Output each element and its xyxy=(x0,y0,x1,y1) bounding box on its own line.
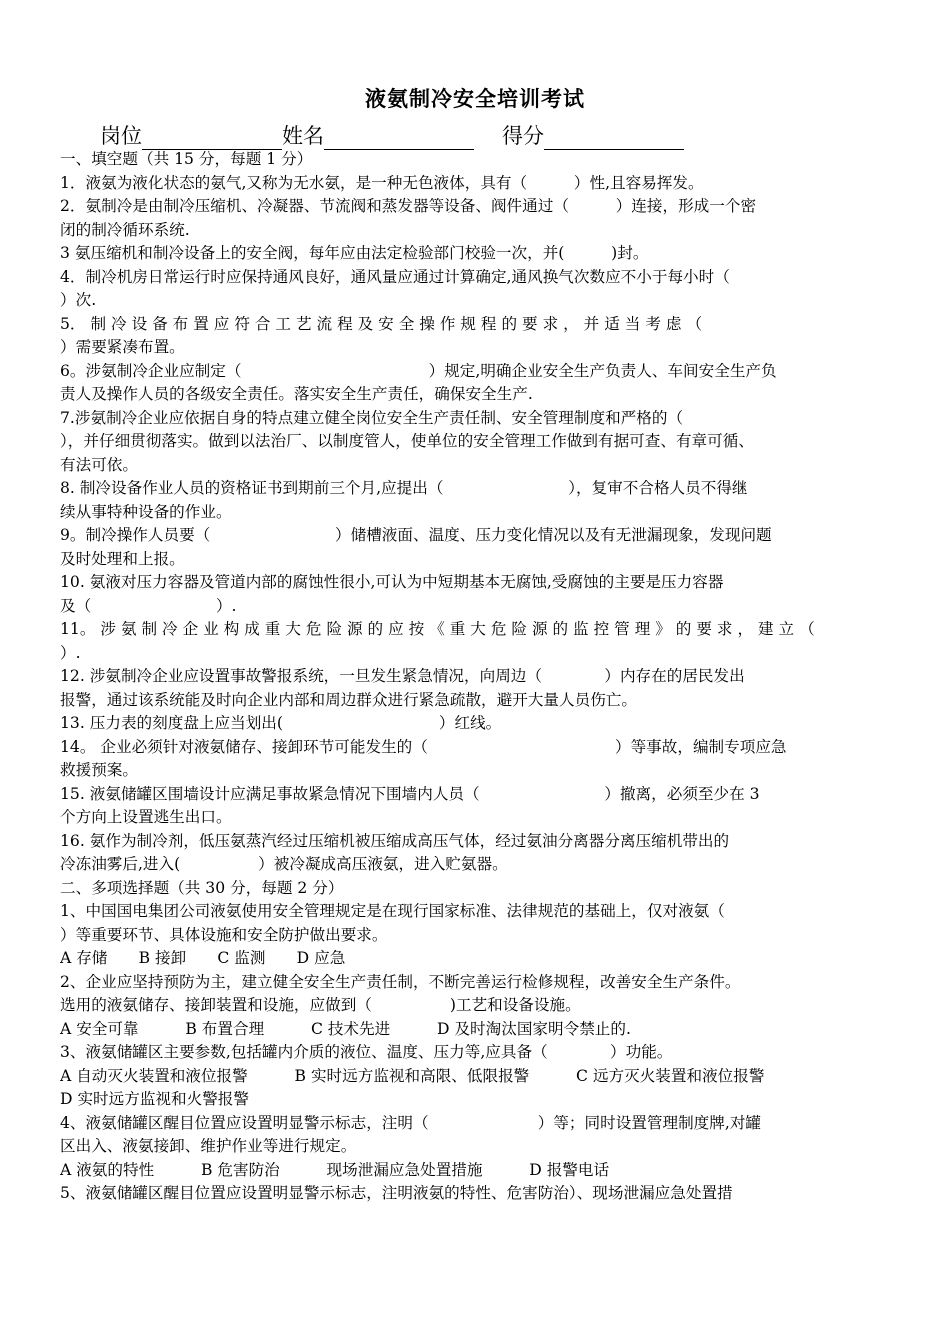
post-label: 岗位 xyxy=(100,124,142,148)
question-line: ）等重要环节、具体设施和安全防护做出要求。 xyxy=(60,925,388,944)
question-line: 救援预案。 xyxy=(60,761,138,779)
question-line: 14。 企业必须针对液氨储存、接卸环节可能发生的（ ）等事故，编制专项应急 xyxy=(60,737,787,756)
question-line: ）次. xyxy=(60,291,97,309)
question-line: 冷冻油雾后,进入( ）被冷凝成高压液氨，进入贮氨器。 xyxy=(60,855,508,873)
question-line: 8. 制冷设备作业人员的资格证书到期前三个月,应提出（ ），复审不合格人员不得继 xyxy=(60,479,748,497)
question-line: ）需要紧凑布置。 xyxy=(60,338,185,356)
option-line: A 存储 B 接卸 C 监测 D 应急 xyxy=(60,949,346,967)
section-heading: 一、填空题（共 15 分，每题 1 分） xyxy=(60,150,313,168)
exam-body xyxy=(60,148,900,1206)
question-line: 5、液氨储罐区醒目位置应设置明显警示标志，注明液氨的特性、危害防治）、现场泄漏应急处置措 xyxy=(60,1184,733,1202)
option-line: A 液氨的特性 B 危害防治 现场泄漏应急处置措施 D 报警电话 xyxy=(60,1160,610,1179)
question-line: 责人及操作人员的各级安全责任。落实安全生产责任，确保安全生产. xyxy=(60,385,533,403)
question-line: 10. 氨液对压力容器及管道内部的腐蚀性很小,可认为中短期基本无腐蚀,受腐蚀的主要是压力容器 xyxy=(60,573,724,591)
question-line: 2、企业应坚持预防为主，建立健全安全生产责任制，不断完善运行检修规程，改善安全生产条件。 xyxy=(60,972,741,991)
option-line: D 实时远方监视和火警报警 xyxy=(60,1090,249,1108)
question-line: 1．液氨为液化状态的氨气,又称为无水氨，是一种无色液体，具有（ ）性,且容易挥发。 xyxy=(60,173,704,192)
question-line: 个方向上设置逃生出口。 xyxy=(60,808,232,826)
section-heading: 二、多项选择题（共 30 分，每题 2 分） xyxy=(60,878,344,897)
question-line: 12. 涉氨制冷企业应设置事故警报系统，一旦发生紧急情况，向周边（ ）内存在的居民发出 xyxy=(60,667,745,685)
question-line: 及时处理和上报。 xyxy=(60,549,185,568)
question-line: 3、液氨储罐区主要参数,包括罐内介质的液位、温度、压力等,应具备（ ）功能。 xyxy=(60,1043,673,1061)
name-label: 姓名 xyxy=(282,124,324,148)
question-line: 15. 液氨储罐区围墙设计应满足事故紧急情况下围墙内人员（ ）撤离，必须至少在 3 xyxy=(60,784,760,803)
question-line: 续从事特种设备的作业。 xyxy=(60,502,232,521)
question-line: 9。制冷操作人员要（ ）储槽液面、温度、压力变化情况以及有无泄漏现象，发现问题 xyxy=(60,526,772,544)
question-line: 闭的制冷循环系统. xyxy=(60,220,190,239)
question-line: ），并仔细贯彻落实。做到以法治厂、以制度管人，使单位的安全管理工作做到有据可查、有章可循、 xyxy=(60,432,754,450)
score-label: 得分 xyxy=(502,124,544,148)
exam-header xyxy=(100,120,684,150)
question-line: 16. 氨作为制冷剂，低压氨蒸汽经过压缩机被压缩成高压气体，经过氨油分离器分离压缩机带出的 xyxy=(60,831,730,850)
question-line: 4．制冷机房日常运行时应保持通风良好，通风量应通过计算确定,通风换气次数应不小于每小时（ xyxy=(60,267,730,286)
question-line: 3 氨压缩机和制冷设备上的安全阀，每年应由法定检验部门校验一次，并( )封。 xyxy=(60,244,649,262)
question-line: 有法可依。 xyxy=(60,455,138,474)
option-line: A 自动灭火装置和液位报警 B 实时远方监视和高限、低限报警 C 远方灭火装置和液位报警 xyxy=(60,1066,765,1085)
post-blank[interactable] xyxy=(142,127,282,150)
question-line: 11。 涉 氨 制 冷 企 业 构 成 重 大 危 险 源 的 应 按 《 重 大 危 险 源 的 监 控 管 理 》 的 要 求 ， 建 立 （ xyxy=(60,620,815,638)
question-line: ）. xyxy=(60,643,81,662)
exam-title: 液氨制冷安全培训考试 xyxy=(365,86,585,111)
question-line: 及（ ）. xyxy=(60,596,237,615)
name-blank[interactable] xyxy=(324,127,474,150)
question-line: 6。涉氨制冷企业应制定（ ）规定,明确企业安全生产负责人、车间安全生产负 xyxy=(60,361,777,380)
question-line: 1、中国国电集团公司液氨使用安全管理规定是在现行国家标准、法律规范的基础上，仅对液氨（ xyxy=(60,902,725,920)
question-line: 区出入、液氨接卸、维护作业等进行规定。 xyxy=(60,1137,357,1155)
question-line: 13. 压力表的刻度盘上应当划出( ）红线。 xyxy=(60,714,502,732)
question-line: 报警，通过该系统能及时向企业内部和周边群众进行紧急疏散，避开大量人员伤亡。 xyxy=(60,690,637,709)
score-blank[interactable] xyxy=(544,127,684,150)
question-line: 4、液氨储罐区醒目位置应设置明显警示标志，注明（ ）等；同时设置管理制度牌,对罐 xyxy=(60,1113,762,1132)
question-line: 5． 制 冷 设 备 布 置 应 符 合 工 艺 流 程 及 安 全 操 作 规 程 的 要 求 ， 并 适 当 考 虑 （ xyxy=(60,314,703,333)
question-line: 2．氨制冷是由制冷压缩机、冷凝器、节流阀和蒸发器等设备、阀件通过（ ）连接，形成一个密 xyxy=(60,197,757,215)
question-line: 选用的液氨储存、接卸装置和设施，应做到（ )工艺和设备设施。 xyxy=(60,996,581,1014)
question-line: 7.涉氨制冷企业应依据自身的特点建立健全岗位安全生产责任制、安全管理制度和严格的（ xyxy=(60,408,684,427)
option-line: A 安全可靠 B 布置合理 C 技术先进 D 及时淘汰国家明令禁止的. xyxy=(60,1019,631,1038)
